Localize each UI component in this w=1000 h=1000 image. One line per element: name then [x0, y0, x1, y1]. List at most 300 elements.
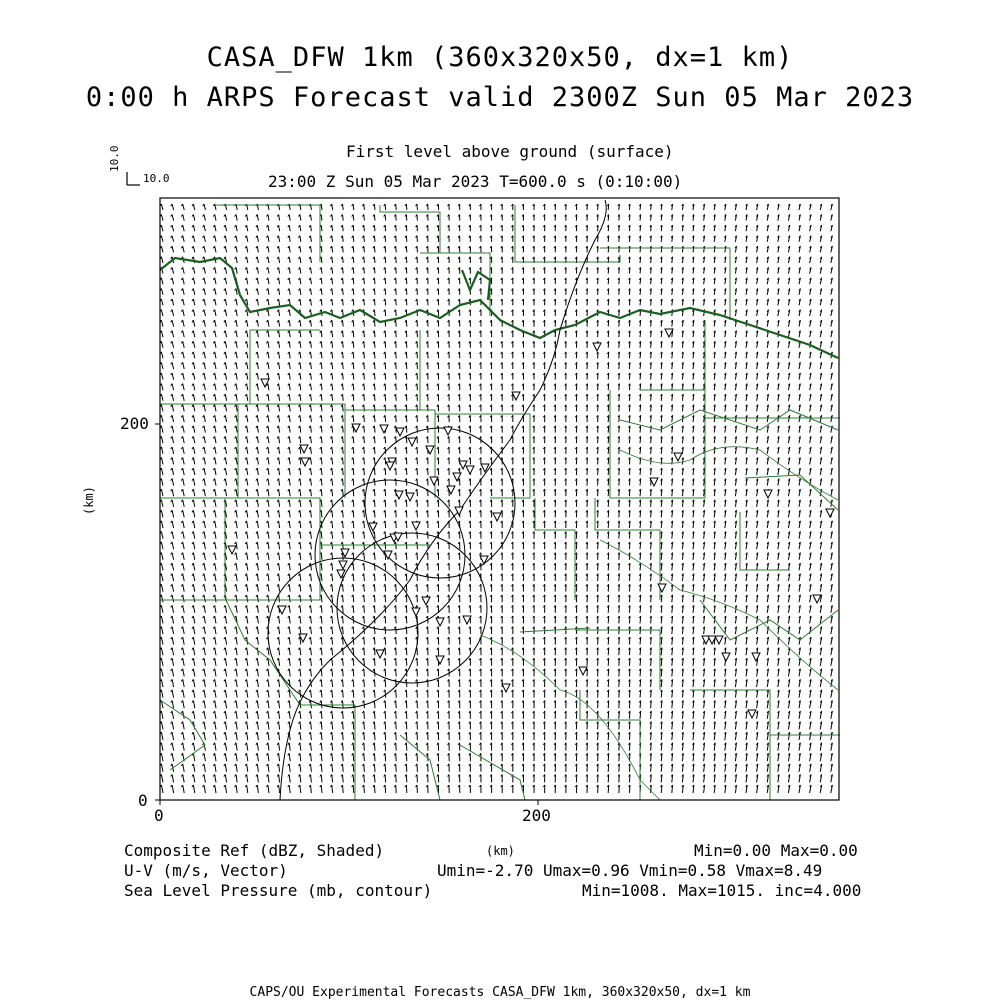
wind-vector-head	[235, 362, 236, 364]
wind-vector	[225, 352, 226, 359]
wind-vector-head	[245, 447, 246, 449]
wind-vector	[385, 267, 386, 273]
wind-vector	[385, 415, 386, 422]
wind-vector	[161, 489, 163, 496]
wind-vector	[193, 299, 194, 305]
wind-vector	[161, 310, 163, 316]
wind-vector	[364, 267, 365, 273]
wind-vector-head	[181, 204, 182, 206]
wind-vector	[183, 215, 185, 221]
wind-vector	[300, 447, 301, 454]
wind-vector	[236, 352, 237, 359]
wind-vector	[374, 267, 375, 273]
wind-vector	[279, 373, 280, 380]
wind-vector	[279, 384, 280, 391]
wind-vector	[236, 215, 237, 221]
wind-vector	[396, 257, 397, 263]
wind-vector	[236, 479, 237, 486]
wind-vector	[193, 605, 194, 612]
wind-vector	[268, 553, 269, 560]
wind-vector	[289, 373, 290, 380]
wind-vector-head	[171, 532, 172, 534]
wind-vector	[343, 331, 344, 338]
wind-vector	[321, 595, 322, 602]
wind-vector	[321, 415, 322, 422]
wind-vector-head	[245, 278, 246, 280]
wind-vector	[183, 331, 185, 338]
wind-vector	[247, 257, 248, 263]
wind-vector-head	[192, 500, 193, 502]
wind-vector	[311, 415, 312, 422]
wind-vector	[385, 521, 386, 528]
wind-vector-head	[203, 574, 204, 576]
wind-vector	[385, 341, 386, 348]
wind-vector	[257, 384, 258, 391]
wind-vector	[289, 415, 290, 422]
wind-vector	[215, 246, 216, 252]
wind-vector	[332, 341, 333, 348]
wind-vector-head	[256, 236, 257, 238]
wind-vector	[385, 436, 386, 443]
wind-vector	[225, 436, 226, 443]
wind-vector-head	[171, 394, 172, 396]
wind-vector-head	[181, 352, 182, 354]
wind-vector-head	[235, 246, 236, 248]
wind-vector-head	[192, 542, 193, 544]
wind-vector-head	[213, 584, 214, 586]
wind-vector	[343, 521, 344, 528]
wind-vector	[343, 405, 344, 412]
wind-vector	[332, 331, 333, 338]
wind-vector	[300, 458, 301, 465]
wind-vector	[311, 341, 312, 348]
wind-vector	[385, 257, 386, 263]
wind-vector	[236, 584, 237, 591]
wind-vector	[193, 278, 194, 284]
wind-vector	[268, 595, 269, 602]
wind-vector	[204, 458, 205, 465]
wind-vector	[311, 236, 312, 242]
wind-vector	[343, 267, 344, 273]
wind-vector	[364, 595, 365, 602]
wind-vector	[172, 563, 174, 570]
wind-vector-head	[203, 373, 204, 375]
wind-vector-head	[224, 489, 225, 491]
wind-vector	[225, 426, 226, 433]
wind-vector	[204, 405, 205, 412]
wind-vector	[343, 289, 344, 295]
wind-vector	[257, 341, 258, 348]
wind-vector	[385, 394, 386, 401]
wind-vector	[215, 595, 216, 602]
wind-vector	[172, 246, 174, 252]
wind-vector	[396, 415, 397, 422]
wind-vector	[161, 521, 163, 528]
wind-vector-head	[235, 352, 236, 354]
wind-vector	[268, 426, 269, 433]
wind-vector	[247, 595, 248, 602]
wind-vector	[268, 267, 269, 273]
wind-vector-head	[224, 384, 225, 386]
wind-vector-head	[256, 215, 257, 217]
wind-vector	[332, 415, 333, 422]
wind-vector	[289, 352, 290, 359]
wind-vector	[204, 278, 205, 284]
wind-vector-head	[256, 257, 257, 259]
wind-vector	[396, 331, 397, 338]
wind-vector	[385, 489, 386, 496]
wind-vector	[332, 468, 333, 475]
wind-vector	[300, 331, 301, 338]
wind-vector	[172, 278, 174, 284]
wind-vector	[161, 595, 163, 602]
wind-vector-head	[192, 341, 193, 343]
wind-vector	[257, 468, 258, 475]
wind-vector-head	[213, 553, 214, 555]
wind-vector-head	[181, 299, 182, 301]
wind-vector-head	[224, 257, 225, 259]
wind-vector	[172, 521, 174, 528]
y-tick-200: 200	[120, 414, 149, 433]
wind-vector	[385, 468, 386, 475]
wind-vector-head	[213, 225, 214, 227]
wind-vector	[353, 584, 354, 591]
wind-vector	[193, 479, 194, 486]
wind-vector	[300, 510, 301, 517]
wind-vector	[353, 542, 354, 549]
wind-vector	[172, 532, 174, 539]
wind-vector	[321, 447, 322, 454]
wind-vector	[215, 605, 216, 612]
wind-vector-head	[203, 479, 204, 481]
wind-vector	[215, 415, 216, 422]
wind-vector	[172, 204, 174, 210]
wind-vector	[161, 553, 163, 560]
wind-vector	[183, 310, 185, 316]
wind-vector	[374, 310, 375, 316]
wind-vector	[289, 510, 290, 517]
wind-vector	[279, 521, 280, 528]
wind-vector	[183, 436, 185, 443]
wind-vector-head	[224, 341, 225, 343]
wind-vector	[353, 289, 354, 295]
wind-vector	[279, 574, 280, 581]
wind-vector	[268, 384, 269, 391]
wind-vector	[396, 521, 397, 528]
wind-vector	[161, 362, 163, 369]
wind-vector-head	[203, 341, 204, 343]
wind-vector-head	[171, 352, 172, 354]
wind-vector	[279, 331, 280, 338]
wind-vector-head	[235, 426, 236, 428]
wind-vector	[374, 257, 375, 263]
wind-vector	[236, 510, 237, 517]
wind-vector-head	[181, 500, 182, 502]
wind-vector	[193, 246, 194, 252]
wind-vector	[172, 605, 174, 612]
wind-vector	[279, 542, 280, 549]
wind-vector	[257, 331, 258, 338]
wind-vector	[257, 246, 258, 252]
wind-vector	[321, 489, 322, 496]
wind-vector	[353, 384, 354, 391]
wind-vector	[289, 331, 290, 338]
wind-vector-head	[181, 362, 182, 364]
wind-vector	[300, 563, 301, 570]
wind-vector-head	[224, 426, 225, 428]
wind-vector	[311, 584, 312, 591]
wind-vector	[247, 352, 248, 359]
wind-vector	[353, 320, 354, 326]
wind-vector	[268, 479, 269, 486]
wind-vector	[193, 373, 194, 380]
wind-vector-head	[213, 510, 214, 512]
wind-vector-head	[171, 405, 172, 407]
wind-vector	[353, 204, 354, 210]
wind-vector	[385, 278, 386, 284]
wind-vector	[332, 605, 333, 612]
wind-vector	[215, 236, 216, 242]
wind-vector	[268, 468, 269, 475]
wind-vector-head	[192, 436, 193, 438]
wind-vector	[183, 289, 185, 295]
wind-vector	[257, 532, 258, 539]
wind-vector-head	[171, 362, 172, 364]
wind-vector	[289, 521, 290, 528]
wind-vector-head	[203, 415, 204, 417]
wind-vector-head	[192, 289, 193, 291]
wind-vector-head	[245, 257, 246, 259]
wind-vector	[374, 278, 375, 284]
wind-vector-head	[203, 267, 204, 269]
wind-vector	[300, 267, 301, 273]
wind-vector	[215, 278, 216, 284]
wind-vector	[374, 510, 375, 517]
wind-vector	[268, 331, 269, 338]
wind-vector-head	[203, 394, 204, 396]
wind-vector	[396, 246, 397, 252]
wind-vector	[225, 341, 226, 348]
wind-vector-head	[267, 267, 268, 269]
wind-vector	[172, 479, 174, 486]
wind-vector-head	[171, 225, 172, 227]
wind-vector	[374, 320, 375, 326]
wind-vector	[247, 278, 248, 284]
wind-vector-head	[181, 584, 182, 586]
wind-vector	[247, 436, 248, 443]
wind-vector	[300, 362, 301, 369]
wind-vector	[236, 362, 237, 369]
wind-vector	[321, 426, 322, 433]
wind-vector-head	[181, 405, 182, 407]
wind-vector	[236, 267, 237, 273]
wind-vector	[332, 394, 333, 401]
wind-vector	[183, 225, 185, 231]
wind-vector-head	[245, 267, 246, 269]
wind-vector	[193, 362, 194, 369]
wind-vector	[343, 468, 344, 475]
wind-vector	[193, 426, 194, 433]
wind-vector	[247, 373, 248, 380]
wind-vector	[268, 289, 269, 295]
wind-vector	[332, 542, 333, 549]
wind-vector	[236, 532, 237, 539]
wind-vector-head	[181, 267, 182, 269]
wind-vector	[183, 468, 185, 475]
wind-vector-head	[245, 331, 246, 333]
wind-vector	[396, 289, 397, 295]
wind-vector-head	[192, 521, 193, 523]
wind-vector	[204, 584, 205, 591]
wind-vector	[183, 489, 185, 496]
wind-vector	[172, 468, 174, 475]
wind-vector	[321, 500, 322, 507]
wind-vector	[332, 532, 333, 539]
wind-vector	[161, 447, 163, 454]
wind-vector-head	[224, 458, 225, 460]
wind-vector-head	[224, 331, 225, 333]
wind-vector-head	[224, 447, 225, 449]
wind-vector-head	[224, 352, 225, 354]
wind-vector-head	[213, 500, 214, 502]
wind-vector	[257, 362, 258, 369]
wind-vector	[204, 605, 205, 612]
wind-vector	[279, 447, 280, 454]
wind-vector-head	[224, 468, 225, 470]
wind-vector-head	[181, 532, 182, 534]
wind-vector	[225, 246, 226, 252]
wind-vector	[215, 532, 216, 539]
wind-vector-head	[213, 373, 214, 375]
wind-vector-head	[235, 341, 236, 343]
wind-vector-head	[203, 384, 204, 386]
wind-vector	[343, 299, 344, 305]
wind-vector	[193, 320, 194, 326]
wind-vector	[268, 362, 269, 369]
wind-vector	[236, 563, 237, 570]
wind-vector	[183, 278, 185, 284]
wind-vector	[204, 521, 205, 528]
wind-vector	[374, 532, 375, 539]
wind-vector	[385, 373, 386, 380]
wind-vector	[353, 436, 354, 443]
wind-vector	[289, 458, 290, 465]
wind-vector-head	[192, 310, 193, 312]
wind-vector	[268, 521, 269, 528]
wind-vector	[204, 352, 205, 359]
wind-vector	[268, 458, 269, 465]
wind-vector-head	[203, 532, 204, 534]
wind-vector	[204, 267, 205, 273]
wind-vector	[247, 362, 248, 369]
wind-vector	[311, 225, 312, 231]
wind-vector-head	[203, 605, 204, 607]
wind-vector	[172, 373, 174, 380]
wind-vector-head	[171, 331, 172, 333]
wind-vector	[225, 215, 226, 221]
wind-vector	[183, 542, 185, 549]
wind-vector-head	[213, 415, 214, 417]
wind-vector	[300, 373, 301, 380]
wind-vector-head	[213, 341, 214, 343]
wind-vector	[353, 331, 354, 338]
wind-vector	[300, 320, 301, 326]
wind-vector	[247, 532, 248, 539]
wind-vector	[300, 405, 301, 412]
wind-vector-head	[192, 394, 193, 396]
wind-vector	[172, 574, 174, 581]
wind-vector	[172, 542, 174, 549]
wind-vector-head	[213, 521, 214, 523]
wind-vector	[385, 384, 386, 391]
wind-vector	[332, 225, 333, 231]
wind-vector	[193, 574, 194, 581]
wind-vector	[300, 605, 301, 612]
wind-vector	[183, 584, 185, 591]
level-label: First level above ground (surface)	[346, 142, 674, 161]
wind-vector-head	[235, 331, 236, 333]
wind-vector	[396, 605, 397, 612]
wind-vector	[343, 415, 344, 422]
wind-vector	[247, 320, 248, 326]
wind-vector	[279, 563, 280, 570]
wind-vector-head	[171, 246, 172, 248]
wind-vector	[321, 289, 322, 295]
wind-vector	[268, 436, 269, 443]
wind-vector	[364, 289, 365, 295]
wind-vector	[374, 384, 375, 391]
wind-vector	[236, 521, 237, 528]
wind-vector	[343, 341, 344, 348]
wind-vector	[279, 489, 280, 496]
wind-vector	[236, 373, 237, 380]
wind-vector	[215, 352, 216, 359]
wind-vector	[364, 521, 365, 528]
wind-vector	[353, 605, 354, 612]
wind-vector-head	[256, 225, 257, 227]
wind-vector	[193, 204, 194, 210]
wind-vector-head	[192, 563, 193, 565]
wind-vector	[257, 458, 258, 465]
wind-vector	[332, 320, 333, 326]
wind-vector-head	[213, 595, 214, 597]
wind-vector	[225, 278, 226, 284]
wind-vector-head	[171, 542, 172, 544]
wind-vector-head	[203, 500, 204, 502]
wind-vector	[289, 310, 290, 316]
wind-vector	[279, 479, 280, 486]
wind-vector-head	[235, 394, 236, 396]
wind-vector	[321, 394, 322, 401]
wind-vector	[204, 362, 205, 369]
wind-vector-head	[181, 510, 182, 512]
wind-vector	[257, 299, 258, 305]
wind-vector	[364, 553, 365, 560]
wind-vector	[193, 236, 194, 242]
wind-vector-head	[171, 563, 172, 565]
wind-vector-head	[171, 384, 172, 386]
wind-vector-head	[203, 521, 204, 523]
wind-vector-head	[171, 574, 172, 576]
wind-vector-head	[213, 320, 214, 322]
wind-vector	[204, 500, 205, 507]
wind-vector	[215, 468, 216, 475]
wind-vector-head	[203, 310, 204, 312]
wind-vector	[215, 320, 216, 326]
wind-vector	[396, 320, 397, 326]
wind-vector	[247, 246, 248, 252]
wind-vector	[204, 574, 205, 581]
